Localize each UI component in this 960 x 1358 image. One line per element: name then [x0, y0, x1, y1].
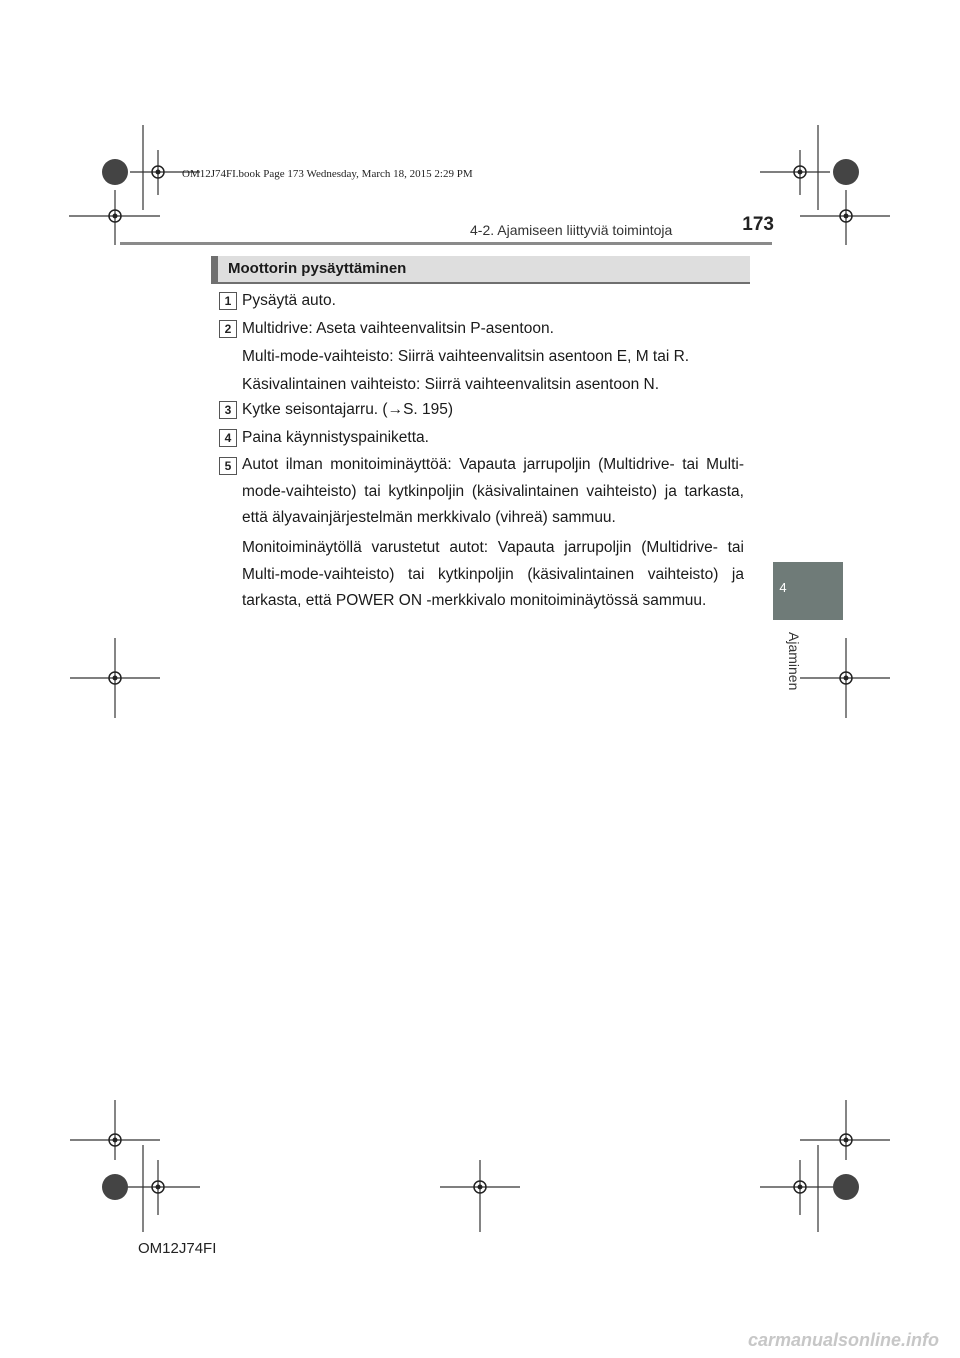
watermark: carmanualsonline.info: [748, 1330, 940, 1350]
step-number-box: 4: [219, 429, 237, 447]
book-info-line: OM12J74FI.book Page 173 Wednesday, March 18, 2015 2:29 PM: [182, 168, 473, 180]
chapter-tab: [773, 562, 843, 620]
step-text: Pysäytä auto.: [242, 292, 336, 309]
step-number-box: 1: [219, 292, 237, 310]
step-number-box: 5: [219, 457, 237, 475]
step-paragraph: Monitoiminäytöllä varustetut autot: Vapauta jarrupoljin (Multidrive- tai Multi-mode-vaihteisto) tai kytkinpoljin (käsivalintainen vaihteisto) ja tarkasta, että POWER ON -merkkivalo monitoiminäytössä sammuu.: [242, 539, 744, 609]
chapter-number: 4: [779, 580, 787, 595]
step-number-box: 2: [219, 320, 237, 338]
step-text: Multi-mode-vaihteisto: Siirrä vaihteenvalitsin asentoon E, M tai R.: [242, 348, 690, 365]
step-paragraph: Autot ilman monitoiminäyttöä: Vapauta jarrupoljin (Multidrive- tai Multi-mode-vaihteisto) tai kytkinpoljin (käsivalintainen vaihteisto) ja tarkasta, että älyavainjärjestelmän merkkivalo (vihreä) sammuu.: [242, 456, 744, 526]
step-text: Kytke seisontajarru. (→S. 195): [242, 401, 454, 418]
step-number-box: 3: [219, 401, 237, 419]
manual-code: OM12J74FI: [138, 1240, 217, 1257]
page-number: 173: [742, 214, 774, 235]
chapter-label: Ajaminen: [786, 632, 802, 691]
section-title: 4-2. Ajamiseen liittyviä toimintoja: [470, 222, 673, 238]
step-text: Multidrive: Aseta vaihteenvalitsin P-asentoon.: [242, 320, 554, 337]
section-heading: Moottorin pysäyttäminen: [228, 260, 407, 277]
step-text: Paina käynnistyspainiketta.: [242, 429, 429, 446]
header-rule: [120, 242, 772, 245]
step-text: Käsivalintainen vaihteisto: Siirrä vaihteenvalitsin asentoon N.: [242, 376, 660, 393]
section-heading-box: [211, 256, 750, 284]
